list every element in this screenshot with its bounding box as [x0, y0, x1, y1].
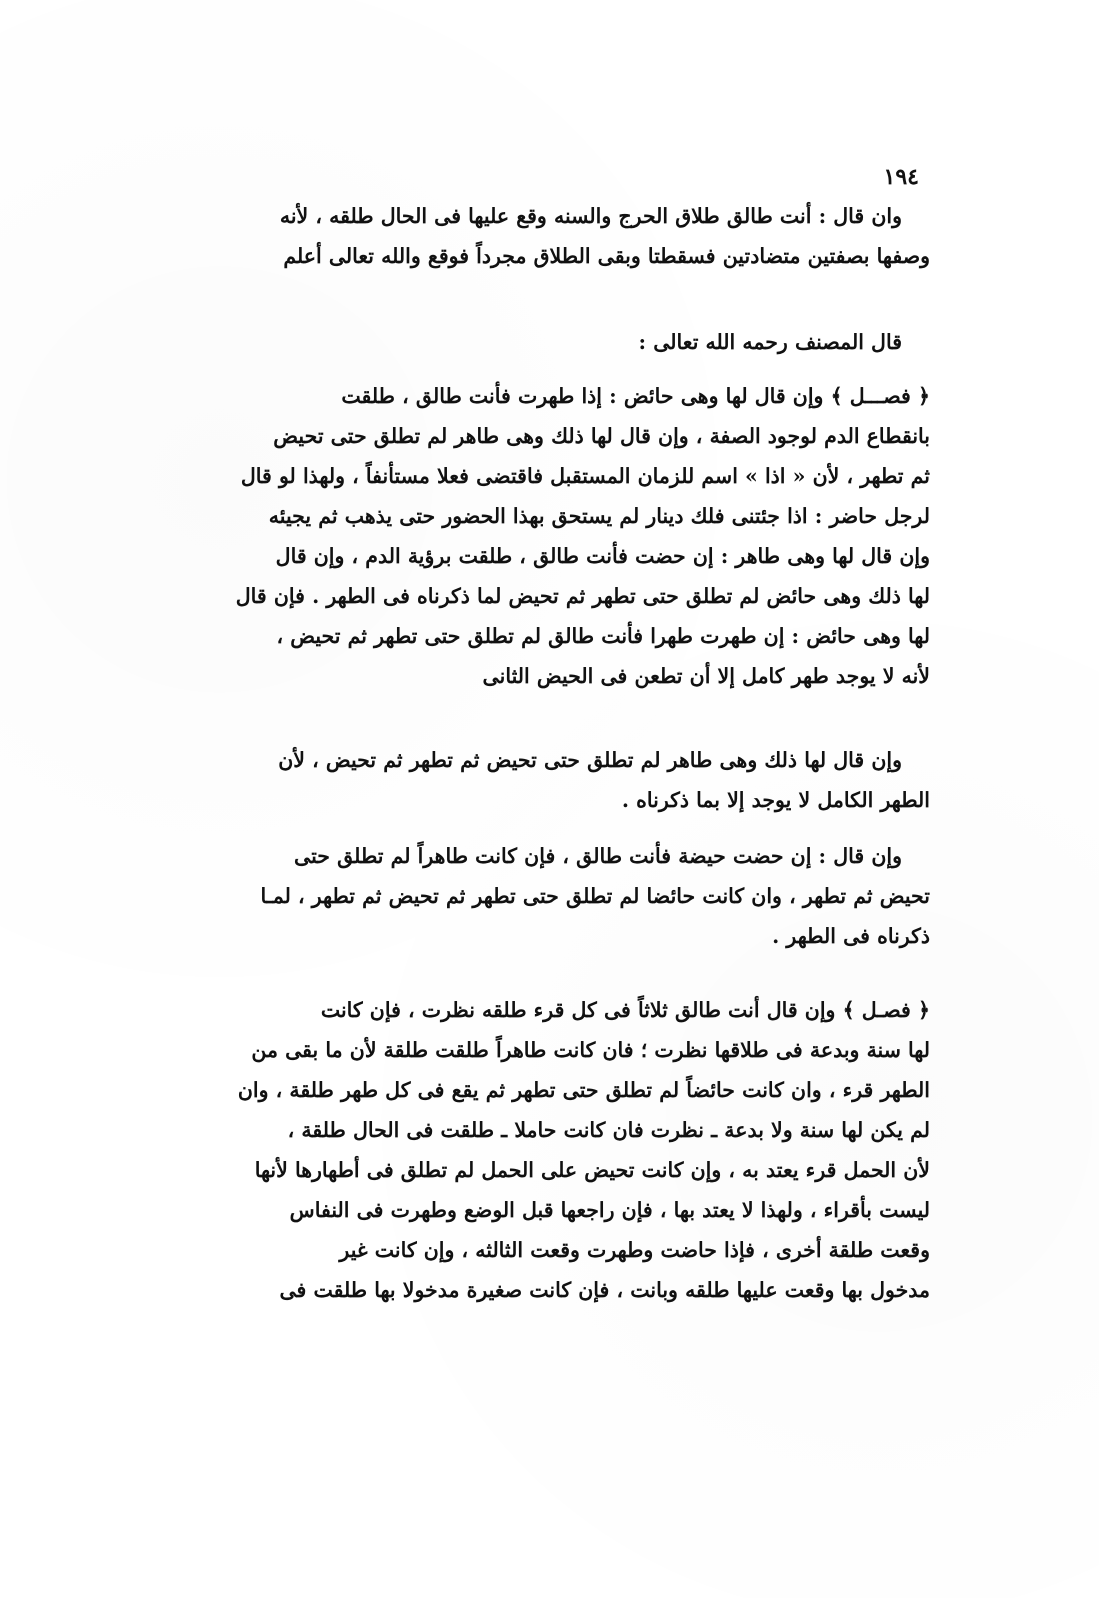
text-line: لأنه لا يوجد طهر كامل إلا أن تطعن فى الحيض الثانى [482, 664, 930, 688]
text-line: لها سنة وبدعة فى طلاقها نظرت ؛ فان كانت طاهراً طلقت طلقة لأن ما بقى من [251, 1038, 930, 1062]
text-line: ﴿ فصـــل ﴾ وإن قال لها وهى حائض : إذا طهرت فأنت طالق ، طلقت [341, 384, 930, 408]
text-line: ثم تطهر ، لأن « اذا » اسم للزمان المستقبل فاقتضى فعلا مستأنفاً ، ولهذا لو قال [240, 464, 930, 488]
text-line: قال المصنف رحمه الله تعالى : [638, 330, 902, 354]
text-line: ذكرناه فى الطهر . [772, 924, 930, 948]
text-line: لها ذلك وهى حائض لم تطلق حتى تطهر ثم تحيض لما ذكرناه فى الطهر . فإن قال [235, 584, 930, 608]
text-line: وإن قال : إن حضت حيضة فأنت طالق ، فإن كانت طاهراً لم تطلق حتى [294, 844, 902, 868]
paragraph-talaq-haraj-sunna [188, 196, 930, 276]
section-fasl-1 [188, 376, 930, 696]
text-line: وإن قال لها ذلك وهى طاهر لم تطلق حتى تحيض ثم تطهر ثم تحيض ، لأن [278, 748, 902, 772]
paragraph-haidat-haida [188, 836, 930, 956]
section-fasl-2 [188, 990, 930, 1310]
text-line: لها وهى حائض : إن طهرت طهرا فأنت طالق لم تطلق حتى تطهر ثم تحيض ، [276, 624, 930, 648]
text-line: وإن قال لها وهى طاهر : إن حضت فأنت طالق ، طلقت برؤية الدم ، وإن قال [275, 544, 930, 568]
text-line: وصفها بصفتين متضادتين فسقطتا وبقى الطلاق مجرداً فوقع والله تعالى أعلم [283, 244, 930, 268]
text-line: بانقطاع الدم لوجود الصفة ، وإن قال لها ذلك وهى طاهر لم تطلق حتى تحيض [273, 424, 930, 448]
text-line: ليست بأقراء ، ولهذا لا يعتد بها ، فإن راجعها قبل الوضع وطهرت فى النفاس [289, 1198, 930, 1222]
author-heading [188, 322, 930, 362]
text-line: الطهر قرء ، وان كانت حائضاً لم تطلق حتى تطهر ثم يقع فى كل طهر طلقة ، وان [237, 1078, 930, 1102]
text-line: لم يكن لها سنة ولا بدعة ـ نظرت فان كانت حاملا ـ طلقت فى الحال طلقة ، [287, 1118, 930, 1142]
text-line: لأن الحمل قرء يعتد به ، وإن كانت تحيض على الحمل لم تطلق فى أطهارها لأنها [254, 1158, 930, 1182]
text-line: تحيض ثم تطهر ، وان كانت حائضا لم تطلق حتى تطهر ثم تحيض ثم تطهر ، لمـا [260, 884, 930, 908]
text-line: وقعت طلقة أخرى ، فإذا حاضت وطهرت وقعت الثالثه ، وإن كانت غير [339, 1238, 930, 1262]
text-line: الطهر الكامل لا يوجد إلا بما ذكرناه . [621, 788, 930, 812]
text-line: ﴿ فصـل ﴾ وإن قال أنت طالق ثلاثاً فى كل قرء طلقه نظرت ، فإن كانت [320, 998, 930, 1022]
text-line: وان قال : أنت طالق طلاق الحرج والسنه وقع عليها فى الحال طلقه ، لأنه [279, 204, 902, 228]
text-line: مدخول بها وقعت عليها طلقه وبانت ، فإن كانت صغيرة مدخولا بها طلقت فى [279, 1278, 930, 1302]
paragraph-taher-complete [188, 740, 930, 820]
text-line: لرجل حاضر : اذا جئتنى فلك دينار لم يستحق بهذا الحضور حتى يذهب ثم يجيئه [268, 504, 930, 528]
page-number: ١٩٤ [883, 164, 919, 190]
